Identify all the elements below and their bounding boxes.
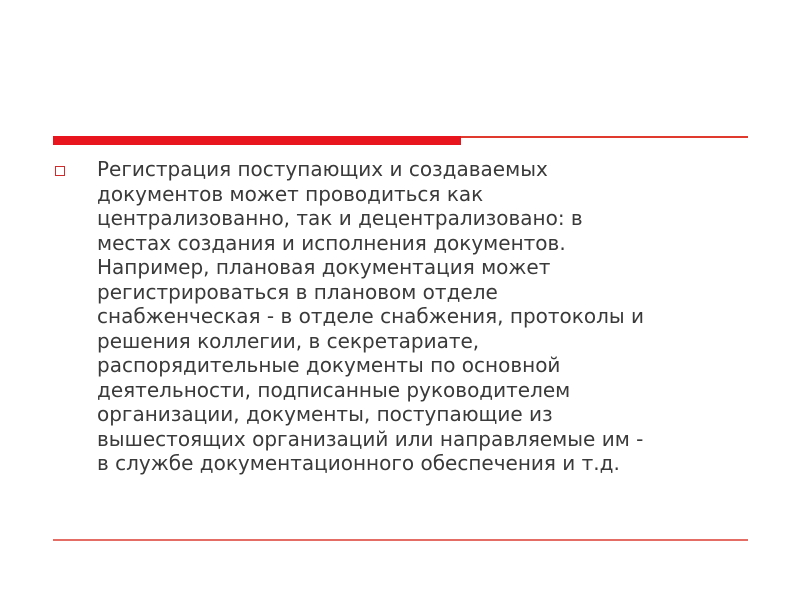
footer-divider: [53, 539, 748, 541]
square-bullet-icon: [55, 166, 65, 176]
bullet-item: [55, 157, 745, 476]
bullet-text: Регистрация поступающих и создаваемых документов может проводиться как централизованно, так и децентрализовано: в местах создания и исполнения документов. Например, плановая документация может регистрироваться в плановом отделе снабженческая - в отделе снабжения, протоколы и решения коллегии, в секретариате, распорядительные документы по основной деятельности, подписанные руководителем организации, документы, поступающие из вышестоящих организаций или направляемые им - в службе документационного обеспечения и т.д.: [97, 157, 645, 475]
title-divider-thin: [461, 136, 748, 138]
title-divider-thick: [53, 136, 461, 145]
